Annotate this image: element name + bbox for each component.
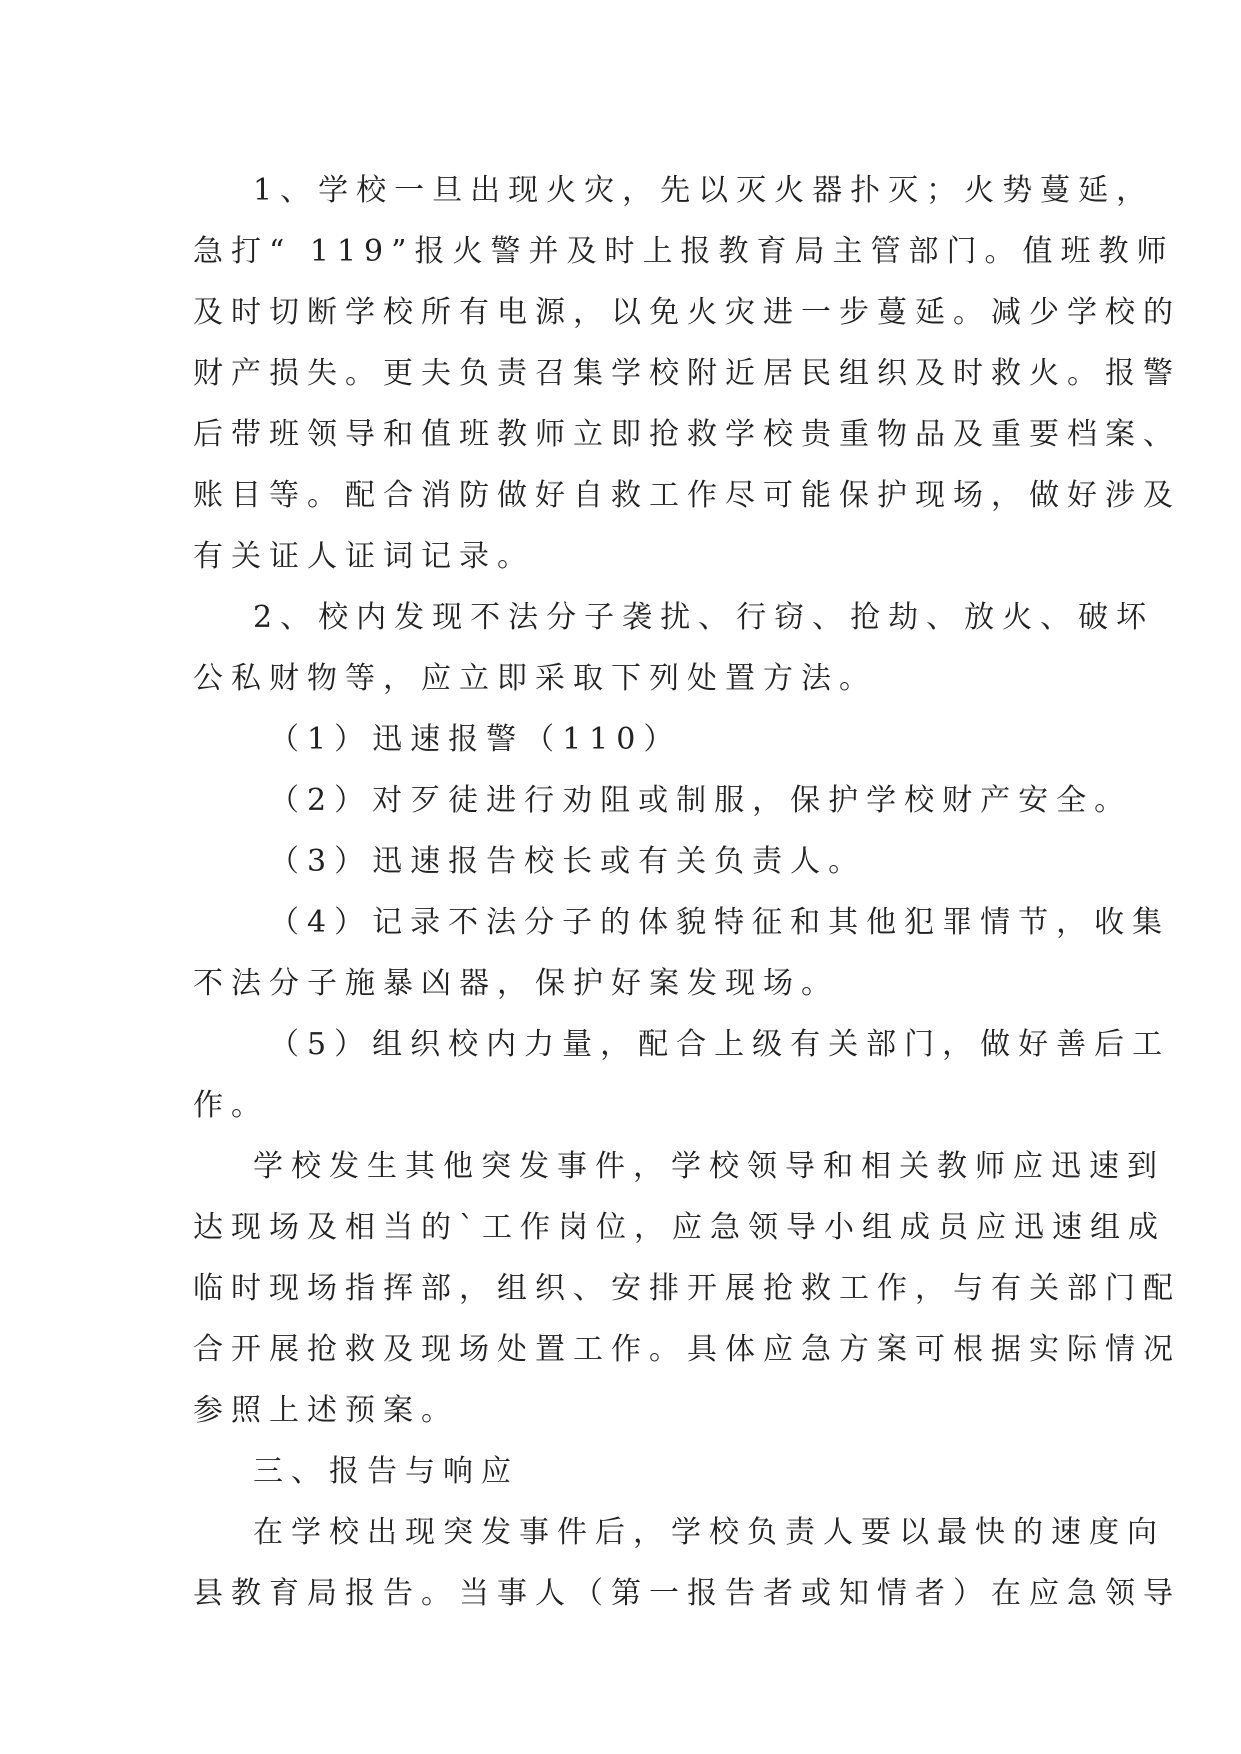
text-line: 1、学校一旦出现火灾，先以灭火器扑灭；火势蔓延， [253, 173, 1155, 208]
text-line: （5）组织校内力量，配合上级有关部门，做好善后工 [269, 1027, 1171, 1062]
text-line: （1）迅速报警（110） [269, 722, 682, 757]
text-line: 后带班领导和值班教师立即抢救学校贵重物品及重要档案、 [193, 417, 1181, 452]
text-line: （2）对歹徒进行劝阻或制服，保护学校财产安全。 [269, 783, 1133, 818]
text-line: 2、校内发现不法分子袭扰、行窃、抢劫、放火、破坏 [253, 600, 1155, 635]
text-line: 公私财物等，应立即采取下列处置方法。 [193, 661, 877, 696]
text-line: 及时切断学校所有电源，以免火灾进一步蔓延。减少学校的 [193, 295, 1181, 330]
text-line: 不法分子施暴凶器，保护好案发现场。 [193, 966, 839, 1001]
text-line: 学校发生其他突发事件，学校领导和相关教师应迅速到 [253, 1149, 1165, 1184]
text-line: 参照上述预案。 [193, 1393, 459, 1428]
text-line: （3）迅速报告校长或有关负责人。 [269, 844, 867, 879]
text-line: 县教育局报告。当事人（第一报告者或知情者）在应急领导 [193, 1576, 1181, 1611]
text-line: 合开展抢救及现场处置工作。具体应急方案可根据实际情况 [193, 1332, 1181, 1367]
body-text [193, 160, 1181, 1624]
text-line: （4）记录不法分子的体貌特征和其他犯罪情节，收集 [269, 905, 1171, 940]
text-line: 财产损失。更夫负责召集学校附近居民组织及时救火。报警 [193, 356, 1181, 391]
text-line: 三、报告与响应 [253, 1454, 519, 1489]
text-line: 作。 [193, 1088, 269, 1123]
text-line: 急打“ 119”报火警并及时上报教育局主管部门。值班教师 [193, 234, 1175, 269]
text-line: 临时现场指挥部，组织、安排开展抢救工作，与有关部门配 [193, 1271, 1181, 1306]
text-line: 在学校出现突发事件后，学校负责人要以最快的速度向 [253, 1515, 1165, 1550]
text-line: 达现场及相当的`工作岗位，应急领导小组成员应迅速组成 [193, 1210, 1166, 1245]
text-line: 账目等。配合消防做好自救工作尽可能保护现场，做好涉及 [193, 478, 1181, 513]
text-line: 有关证人证词记录。 [193, 539, 535, 574]
